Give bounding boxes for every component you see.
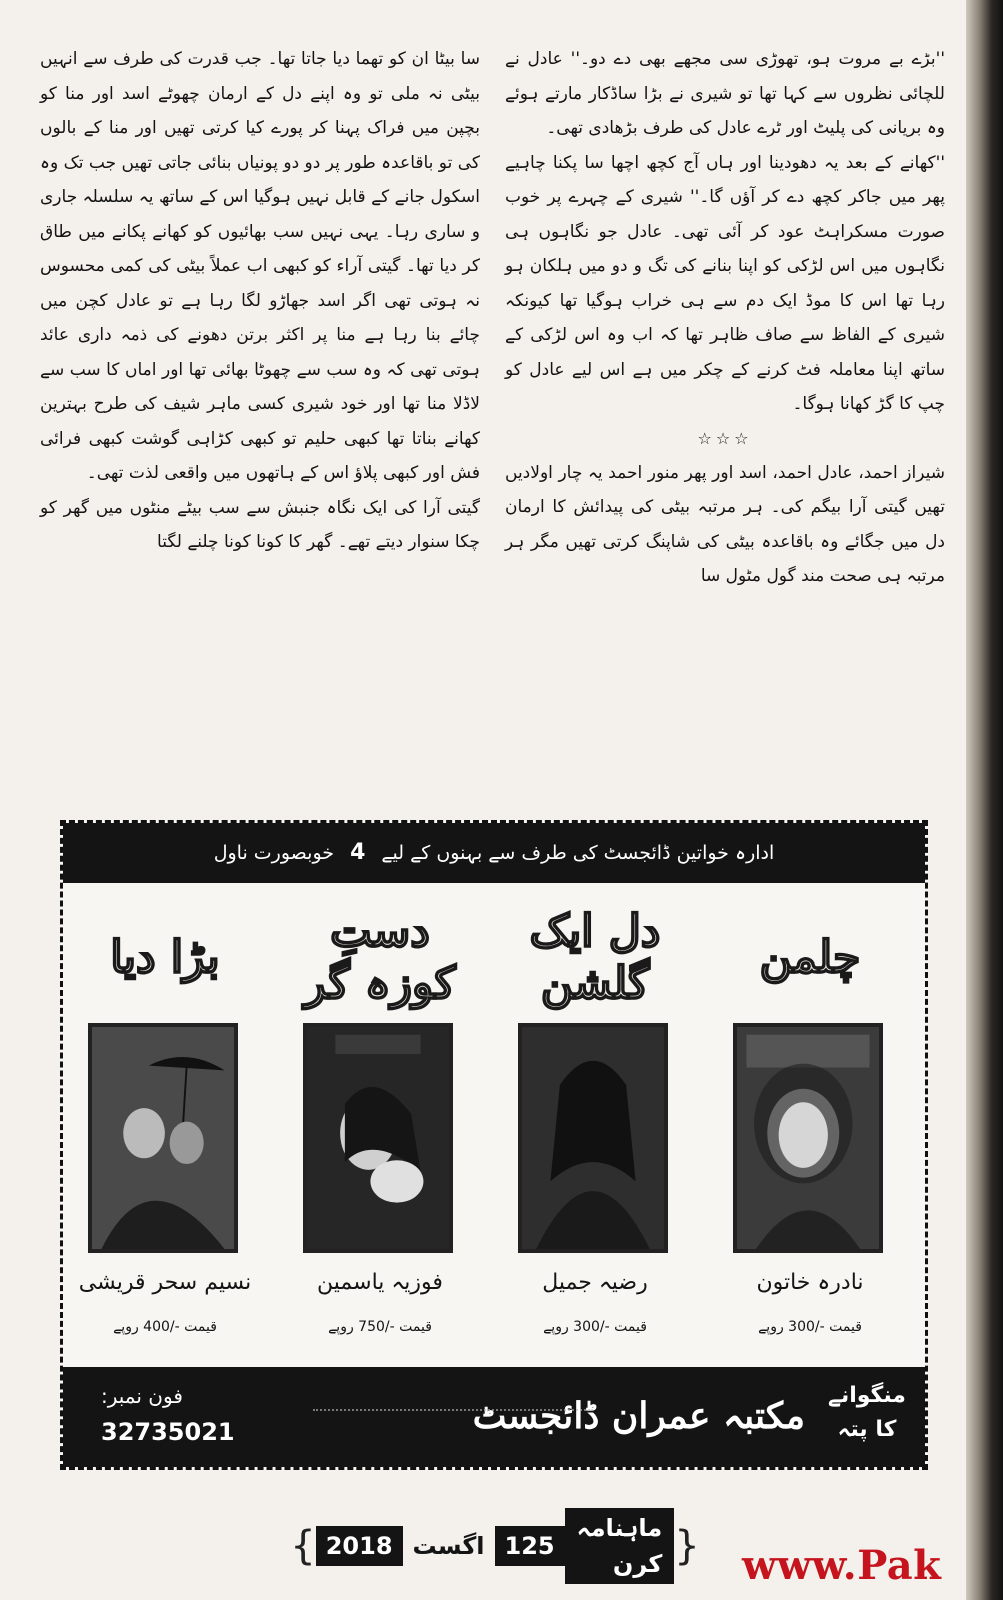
book-author: نادرہ خاتون (756, 1270, 864, 1295)
ad-contact-strip (63, 1367, 925, 1467)
publisher-name: مکتبہ عمران ڈائجسٹ (472, 1395, 805, 1437)
issue-month: اگست (412, 1532, 485, 1560)
phone-number: 32735021 (101, 1418, 235, 1446)
book-price: قیمت -/300 روپے (543, 1319, 647, 1335)
book-list (78, 893, 905, 1373)
paragraph: ''بڑے بے مروت ہو، تھوڑی سی مجھے بھی دے دو۔'' عادل نے للچائی نظروں سے کہا تھا تو شیری نے بڑا ساڈکار مارتے ہوئے وہ بریانی کی پلیٹ اور ٹرے عادل کی طرف بڑھادی تھی۔ (505, 49, 945, 138)
book-cover-image (88, 1023, 238, 1253)
paragraph: ''کھانے کے بعد یہ دھودینا اور ہاں آج کچھ اچھا سا پکنا چاہیے پھر میں جاکر کچھ دے کر آؤں گا۔'' شیری کے چہرے پر خوب صورت مسکراہٹ عود کر آئی تھی۔ عادل جو نگاہوں ہی نگاہوں میں اس لڑکی کو اپنا بنانے کی تگ و دو میں ہلکان ہو رہا تھا اس کا موڈ ایک دم سے ہی خراب ہوگیا تھا کیونکہ شیری کے الفاظ سے صاف ظاہر تھا کہ اب وہ اس لڑکی کے ساتھ اپنا معاملہ فٹ کرنے کے چکر میں ہے اس لیے عادل کو چپ کا گڑ کھانا ہوگا۔ (505, 152, 945, 414)
book-author: نسیم سحر قریشی (78, 1270, 252, 1295)
book-card (510, 893, 680, 1373)
order-label: منگوانے کا پتہ (828, 1383, 906, 1442)
book-title: دستِ کوزہ گر (304, 906, 456, 1009)
book-card (80, 893, 250, 1373)
book-cover-image (518, 1023, 668, 1253)
ad-banner-text: خوبصورت ناول (213, 842, 335, 864)
left-column (40, 42, 480, 822)
book-price: قیمت -/750 روپے (328, 1319, 432, 1335)
book-title: دل ایک گلشن (529, 906, 661, 1009)
book-card (725, 893, 895, 1373)
binding-shadow (966, 0, 1003, 1600)
book-author: فوزیہ یاسمین (317, 1270, 443, 1295)
ad-banner-count: 4 (350, 840, 366, 865)
left-brace-ornament: { (290, 1523, 316, 1569)
article-body (40, 42, 945, 822)
book-cover-image (303, 1023, 453, 1253)
ad-banner (63, 823, 925, 883)
address-line (313, 1409, 593, 1421)
page-number: 125 (495, 1526, 565, 1566)
ad-banner-text: ادارہ خواتین ڈائجسٹ کی طرف سے بہنوں کے لیے (381, 842, 775, 864)
page-footer (290, 1514, 700, 1578)
book-title: بڑا دیا (110, 932, 220, 983)
right-column (505, 42, 945, 822)
book-author: رضیہ جمیل (542, 1270, 648, 1295)
novels-advertisement (60, 820, 928, 1470)
issue-year: 2018 (316, 1526, 403, 1566)
paragraph: گیتی آرا کی ایک نگاہ جنبش سے سب بیٹے منٹوں میں گھر کو چکا سنوار دیتے تھے۔ گھر کا کونا کونا چلنے لگتا (40, 497, 480, 552)
phone-block (101, 1379, 281, 1451)
book-title: چلمن (759, 932, 861, 983)
magazine-name: ماہنامہ کرن (565, 1508, 675, 1584)
book-price: قیمت -/400 روپے (113, 1319, 217, 1335)
book-card (295, 893, 465, 1373)
right-brace-ornament: } (674, 1523, 700, 1569)
site-watermark: www.Pak (742, 1542, 942, 1589)
paragraph: سا بیٹا ان کو تھما دیا جاتا تھا۔ جب قدرت کی طرف سے انہیں بیٹی نہ ملی تو وہ اپنے دل کے ارمان چھوٹے اسد اور منا کو بچپن میں فراک پہنا کر پورے کیا کرتی تھیں اور منا کے بالوں کی تو باقاعدہ طور پر دو دو پونیاں بنائی جاتی تھیں جب تک وہ اسکول جانے کے قابل نہیں ہوگیا اس کے ساتھ یہ سلسلہ جاری و ساری رہا۔ یہی نہیں سب بھائیوں کو کھانے پکانے میں طاق کر دیا تھا۔ گیتی آراء کو کبھی اب عملاً بیٹی کی کمی محسوس نہ ہوتی تھی اگر اسد جھاڑو لگا رہا ہے تو عادل کچن میں چائے بنا رہا ہے منا پر اکثر برتن دھونے کی ذمہ داری عائد ہوتی تھی کہ وہ سب سے چھوٹا بھائی تھا اور اماں کا سب سے لاڈلا منا تھا اور خود شیری کسی ماہر شیف کی طرح بہترین کھانے بناتا تھا کبھی حلیم تو کبھی کڑاہی گوشت کبھی فرائی فش اور کبھی پلاؤ اس کے ہاتھوں میں واقعی لذت تھی۔ (40, 49, 480, 483)
book-cover-image (733, 1023, 883, 1253)
section-break-stars: ☆☆☆ (697, 428, 753, 448)
paragraph: شیراز احمد، عادل احمد، اسد اور پھر منور احمد یہ چار اولادیں تھیں گیتی آرا بیگم کی۔ ہر مرتبہ بیٹی کی پیدائش کا ارمان دل میں جگائے وہ باقاعدہ بیٹی کی شاپنگ کرتی تھیں مگر ہر مرتبہ ہی صحت مند گول مٹول سا (505, 462, 945, 586)
phone-label: فون نمبر: (101, 1384, 183, 1408)
book-price: قیمت -/300 روپے (758, 1319, 862, 1335)
